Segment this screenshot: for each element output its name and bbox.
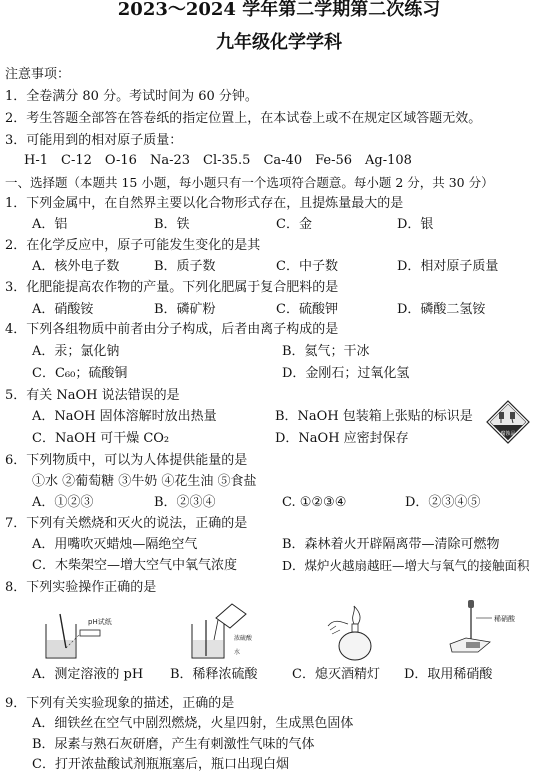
option-d: D．相对原子质量 xyxy=(397,259,499,274)
option-a: A．硝酸铵 xyxy=(32,302,94,317)
section-heading: 一、选择题（本题共 15 小题，每小题只有一个选项符合题意。每小题 2 分，共 30 分） xyxy=(5,175,494,190)
question-stem: 9．下列有关实验现象的描述，正确的是 xyxy=(5,696,235,711)
option-c: C．木柴架空—增大空气中氧气浓度 xyxy=(32,558,237,573)
option-c: C．打开浓盐酸试剂瓶瓶塞后，瓶口出现白烟 xyxy=(32,757,289,772)
option-b: B．森林着火开辟隔离带—清除可燃物 xyxy=(282,537,500,552)
acid-label: 浓硫酸 xyxy=(234,635,253,642)
notice-item-3: 3．可能用到的相对原子质量： xyxy=(5,133,183,148)
notice-item-2: 2．考生答题全部答在答卷纸的指定位置上，在本试卷上或不在规定区域答题无效。 xyxy=(5,111,482,126)
page-title: 2023～2024 学年第二学期第二次练习 xyxy=(117,0,441,20)
page-subtitle: 九年级化学学科 xyxy=(216,32,342,53)
option-d: D．磷酸二氢铵 xyxy=(397,302,486,317)
atomic-masses: H-1 C-12 O-16 Na-23 Cl-35.5 Ca-40 Fe-56 Ag-108 xyxy=(24,153,412,168)
option-a: A．NaOH 固体溶解时放出热量 xyxy=(32,409,217,424)
question-stem: 1．下列金属中，在自然界主要以化合物形式存在，且提炼量最大的是 xyxy=(5,196,404,211)
corrosive-hazard-icon xyxy=(486,400,530,444)
question-stem: 2．在化学反应中，原子可能发生变化的是其 xyxy=(5,238,261,253)
option-b: B．稀释浓硫酸 xyxy=(170,667,258,682)
option-b: B．尿素与熟石灰研磨，产生有刺激性气味的气体 xyxy=(32,737,315,752)
option-a: A．核外电子数 xyxy=(32,259,120,274)
hazard-label: 腐蚀品 xyxy=(500,431,516,437)
option-c: C．C₆₀；硫酸铜 xyxy=(32,366,128,381)
option-c: C．中子数 xyxy=(276,259,338,274)
option-d: D．煤炉火越扇越旺—增大与氧气的接触面积 xyxy=(282,558,530,573)
option-c: C．硫酸钾 xyxy=(276,302,338,317)
option-d: D．取用稀硝酸 xyxy=(404,667,493,682)
ph-test-figure xyxy=(36,604,136,662)
option-b: B．磷矿粉 xyxy=(154,302,216,317)
option-b: B．铁 xyxy=(154,217,190,232)
option-c: C．金 xyxy=(276,217,312,232)
option-a: A．①②③ xyxy=(32,495,94,510)
question-stem: 3．化肥能提高农作物的产量。下列化肥属于复合肥料的是 xyxy=(5,280,339,295)
option-c: C．熄灭酒精灯 xyxy=(292,667,380,682)
item-list: ①水 ②葡萄糖 ③牛奶 ④花生油 ⑤食盐 xyxy=(32,474,257,489)
option-d: D．金刚石；过氧化氢 xyxy=(282,366,410,381)
question-stem: 8．下列实验操作正确的是 xyxy=(5,580,157,595)
option-b: B．NaOH 包装箱上张贴的标识是 xyxy=(275,409,473,424)
option-d: D．NaOH 应密封保存 xyxy=(275,431,409,446)
ph-paper-label: pH试纸 xyxy=(88,618,112,626)
notice-heading: 注意事项： xyxy=(5,67,71,82)
option-a: A．铝 xyxy=(32,217,68,232)
question-stem: 4．下列各组物质中前者由分子构成，后者由离子构成的是 xyxy=(5,322,339,337)
option-b: B．②③④ xyxy=(154,495,216,510)
notice-item-1: 1．全卷满分 80 分。考试时间为 60 分钟。 xyxy=(5,89,258,104)
option-c: C．NaOH 可干燥 CO₂ xyxy=(32,431,170,446)
dropper-figure xyxy=(430,598,540,662)
water-label: 水 xyxy=(234,649,241,656)
option-c: C. ①②③④ xyxy=(282,495,347,510)
question-stem: 6．下列物质中，可以为人体提供能量的是 xyxy=(5,453,248,468)
option-d: D．②③④⑤ xyxy=(405,495,481,510)
option-a: A．用嘴吹灭蜡烛—隔绝空气 xyxy=(32,537,198,552)
option-a: A．测定溶液的 pH xyxy=(32,667,144,682)
option-d: D．银 xyxy=(397,217,434,232)
alcohol-lamp-figure xyxy=(320,604,390,662)
option-a: A．汞；氯化钠 xyxy=(32,344,120,359)
question-stem: 7．下列有关燃烧和灭火的说法，正确的是 xyxy=(5,516,248,531)
nitric-acid-label: 稀硝酸 xyxy=(494,615,515,623)
question-stem: 5．有关 NaOH 说法错误的是 xyxy=(5,388,180,403)
option-b: B．氦气；干冰 xyxy=(282,344,370,359)
option-a: A．细铁丝在空气中剧烈燃烧，火星四射，生成黑色固体 xyxy=(32,716,354,731)
dilution-figure xyxy=(180,600,270,662)
option-b: B．质子数 xyxy=(154,259,216,274)
